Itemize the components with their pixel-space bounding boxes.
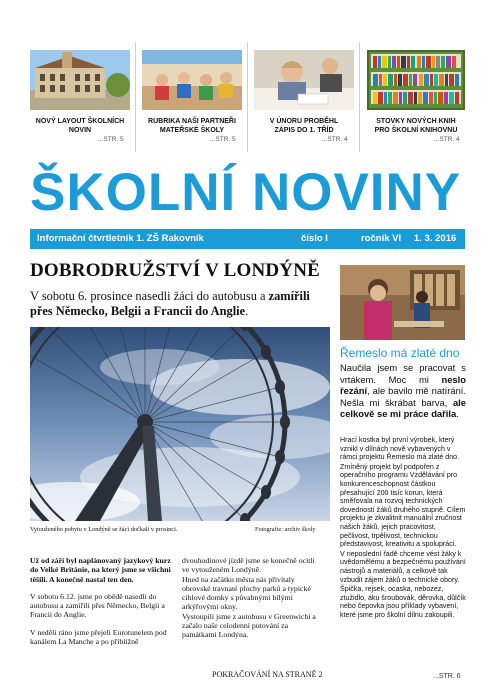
photo-caption: Vytouženého pobytu v Londýně se žáci dočkali v prosinci. bbox=[30, 526, 178, 533]
article-paragraph: V neděli ráno jsme přejeli Eurotunelem pod kanálem La Manche a po přibližně bbox=[30, 627, 167, 647]
side-paragraph: Zmíněný projekt byl podpořen z operačního programu Vzdělávání pro konkurenceschopnost částkou přesahující 200 tisíc korun, která směřovala na rozvoj technických dovedností žáků druhého stupně. Cílem projektu je zkvalitnit manuální zručnost našich žáků, jejich pracovitost, pečlivost, trpělivost, technickou představivost, kreativitu a spolupráci. bbox=[340, 462, 466, 549]
teaser-photo-school-building[interactable] bbox=[30, 50, 130, 110]
side-article-lead: Naučila jsem se pracovat s vrtákem. Moc mi neslo řezání, ale bavilo mě natírání. Nešla mi škrábat barva, ale celkově se mi práce dařila. bbox=[340, 362, 466, 419]
teaser-photo-enrollment[interactable] bbox=[254, 50, 354, 110]
publication-subtitle: Informační čtvrtletník 1. ZŠ Rakovník bbox=[37, 233, 204, 244]
side-article-body bbox=[340, 436, 466, 620]
article-paragraph: dvouhodinové jízdě jsme se konečně ocitli ve vytouženém Londýně. bbox=[182, 556, 315, 575]
teaser-title[interactable]: NOVÝ LAYOUT ŠKOLNÍCH NOVIN bbox=[35, 118, 125, 134]
article-paragraph: Hned na začátku města nás přivítaly obrovské travnaté plochy parků a typické cihlové domky s půvabnými bílými arkýřovými okny. bbox=[182, 574, 311, 612]
divider bbox=[359, 42, 360, 152]
divider bbox=[135, 42, 136, 152]
teaser-title[interactable]: V ÚNORU PROBĚHL ZÁPIS DO 1. TŘÍD bbox=[269, 118, 339, 134]
volume-year: ročník VI bbox=[361, 233, 402, 244]
issue-number: číslo I bbox=[301, 233, 328, 244]
side-paragraph: Hrací kostka byl první výrobek, který vznikl v dílnách nově vybavených v rámci projektu Řemeslo má zlaté dno. bbox=[340, 436, 460, 462]
issue-date: 1. 3. 2016 bbox=[414, 233, 457, 244]
side-paragraph: V neposlední řadě chceme vést žáky k uvědomělému a bezpečnému používání nástrojů a materiálů, a celkově tak vzbudit zájem žáků o technické obory. bbox=[340, 549, 466, 584]
workshop-photo bbox=[340, 265, 465, 340]
photo-credit: Fotografie: archiv školy bbox=[255, 526, 316, 533]
teaser-photo-kindergarten[interactable] bbox=[142, 50, 242, 110]
teaser-title[interactable]: STOVKY NOVÝCH KNIH PRO ŠKOLNÍ KNIHOVNU bbox=[374, 118, 458, 134]
article-column-1 bbox=[30, 556, 172, 654]
main-lead: V sobotu 6. prosince nasedli žáci do autobusu a zamířili přes Německo, Belgii a Francii do Anglie. bbox=[30, 289, 310, 318]
article-paragraph: V sobotu 6.12. jsme po obědě nasedli do autobusu a zamířili přes Německo, Belgii a Francii do Anglie. bbox=[30, 591, 165, 620]
teaser-page[interactable]: ...STR. 5 bbox=[210, 136, 236, 143]
main-headline: DOBRODRUŽSTVÍ V LONDÝNĚ bbox=[30, 260, 321, 281]
masthead-title: ŠKOLNÍ NOVINY bbox=[30, 163, 462, 222]
teaser-page[interactable]: ...STR. 4 bbox=[434, 136, 460, 143]
teaser-title[interactable]: RUBRIKA NAŠI PARTNEŘI MATEŘSKÉ ŠKOLY bbox=[148, 118, 236, 134]
article-column-2 bbox=[182, 556, 324, 648]
article-paragraph: Vystoupili jsme z autobusu v Greenwichi a začalo naše celodenní putování za památkami Londýna. bbox=[182, 611, 316, 640]
divider bbox=[247, 42, 248, 152]
info-bar bbox=[30, 229, 465, 249]
continued-link[interactable]: POKRAČOVÁNÍ NA STRANĚ 2 bbox=[212, 670, 323, 679]
teaser-photo-library[interactable] bbox=[367, 50, 465, 110]
teaser-page[interactable]: ...STR. 4 bbox=[322, 136, 348, 143]
london-eye-photo bbox=[30, 327, 330, 521]
side-paragraph: Špička, rejsek, ocaska, nebozez, ztužidlo, áku šroubovák, děrovka, důlčík nebo čepovka jsou příklady vybavení, které jsme pro školní dílnu zakoupili. bbox=[340, 585, 466, 619]
side-page-link[interactable]: ...STR. 6 bbox=[433, 673, 461, 680]
article-intro: Už od září byl naplánovaný jazykový kurz do Velké Británie, na který jsme se všichni těšili. A konečně nastal ten den. bbox=[30, 556, 171, 584]
teaser-page[interactable]: ...STR. 5 bbox=[98, 136, 124, 143]
side-article-heading: Řemeslo má zlaté dno bbox=[340, 346, 460, 360]
